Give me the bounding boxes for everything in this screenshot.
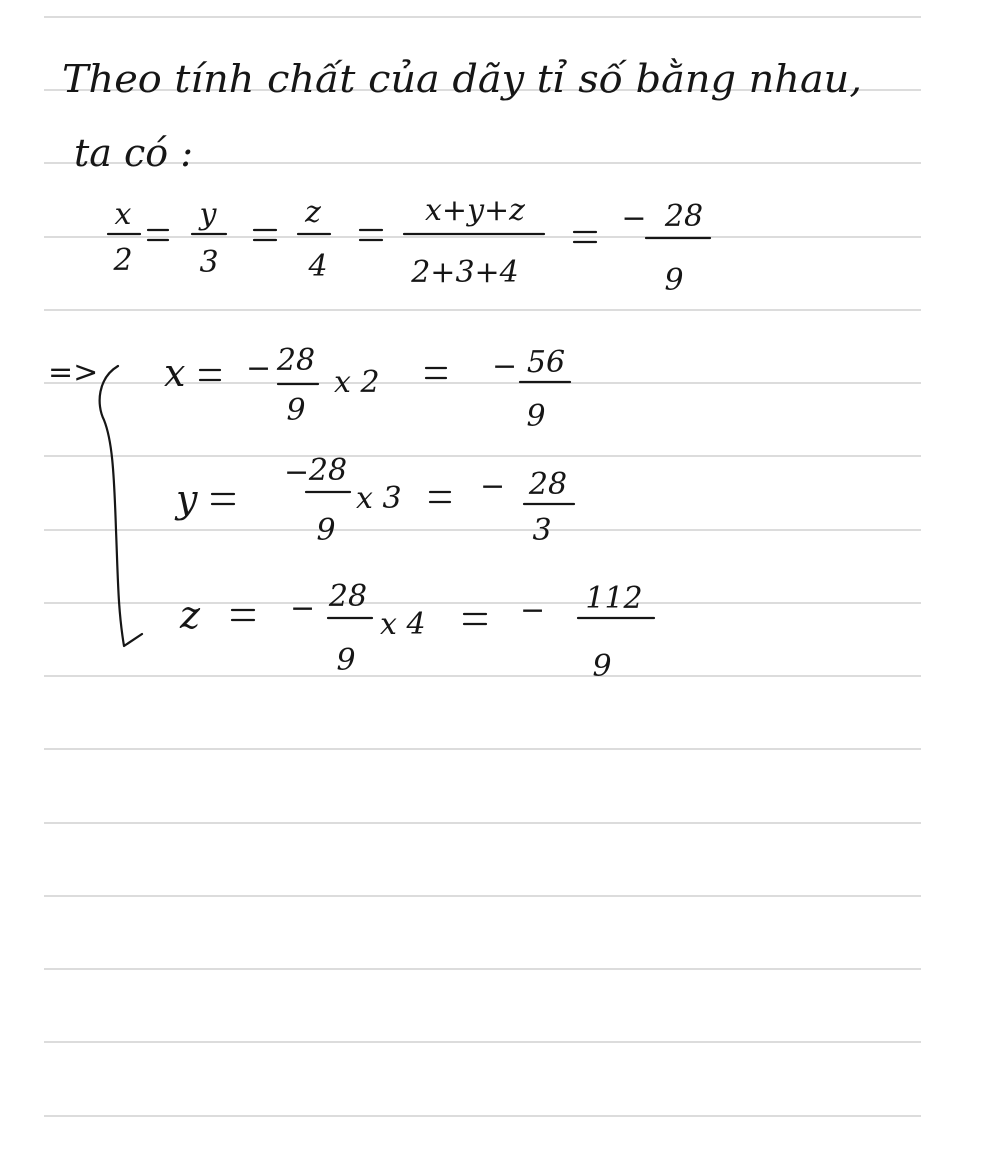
negative-sign: − — [246, 351, 272, 386]
fraction-result — [621, 199, 710, 298]
variable: x — [164, 351, 186, 395]
result-sign: − — [520, 593, 546, 628]
numerator: x+y+z — [425, 193, 525, 228]
numerator: z — [305, 195, 321, 230]
variable: y — [176, 477, 198, 521]
sentence-line-1: Theo tính chất của dãy tỉ số bằng nhau, — [62, 57, 862, 101]
result-sign: − — [492, 349, 518, 384]
system-row-z — [179, 579, 654, 684]
variable: z — [180, 593, 201, 637]
equals-sign — [426, 368, 446, 378]
denominator: 9 — [316, 513, 336, 548]
fraction-sum-over-sum — [404, 193, 544, 290]
denominator: 3 — [199, 245, 219, 280]
implies-arrow: => — [48, 355, 99, 390]
equals-sign — [254, 230, 276, 240]
numerator: y — [199, 197, 217, 232]
multiplier: x 4 — [380, 607, 426, 642]
equals-sign — [212, 494, 234, 504]
multiplier: x 2 — [334, 365, 380, 400]
denominator: 4 — [308, 249, 328, 284]
equals-sign — [200, 370, 220, 380]
fraction-z-over-4 — [298, 195, 330, 284]
numerator: x — [114, 197, 132, 232]
result-sign: − — [480, 469, 506, 504]
denominator: 9 — [336, 643, 356, 678]
ruled-lines — [44, 17, 921, 1116]
result-denominator: 3 — [532, 513, 552, 548]
equals-sign — [148, 230, 168, 240]
denominator: 9 — [664, 263, 684, 298]
equals-sign — [360, 230, 382, 240]
equals-sign — [232, 610, 254, 620]
system-brace — [100, 366, 142, 646]
sentence-line-2: ta có : — [74, 131, 194, 175]
negative-sign: − — [290, 591, 316, 626]
multiplier: x 3 — [356, 481, 402, 516]
result-sign: − — [621, 201, 647, 236]
numerator: 28 — [664, 199, 704, 234]
denominator: 2 — [113, 243, 133, 278]
fraction-y-over-3 — [192, 197, 226, 280]
main-equation — [108, 193, 710, 298]
result-denominator: 9 — [592, 649, 612, 684]
system-row-x — [164, 343, 570, 434]
denominator: 2+3+4 — [411, 255, 519, 290]
denominator: 9 — [286, 393, 306, 428]
numerator: 28 — [328, 579, 368, 614]
numerator: 28 — [276, 343, 316, 378]
result-denominator: 9 — [526, 399, 546, 434]
equals-sign — [430, 492, 450, 502]
system-row-y — [174, 453, 574, 548]
equals-sign — [464, 614, 486, 624]
result-numerator: 28 — [528, 467, 568, 502]
numerator: 28 — [308, 453, 348, 488]
result-numerator: 56 — [526, 345, 566, 380]
negative-sign: − — [284, 455, 310, 490]
result-numerator: 112 — [585, 581, 643, 616]
